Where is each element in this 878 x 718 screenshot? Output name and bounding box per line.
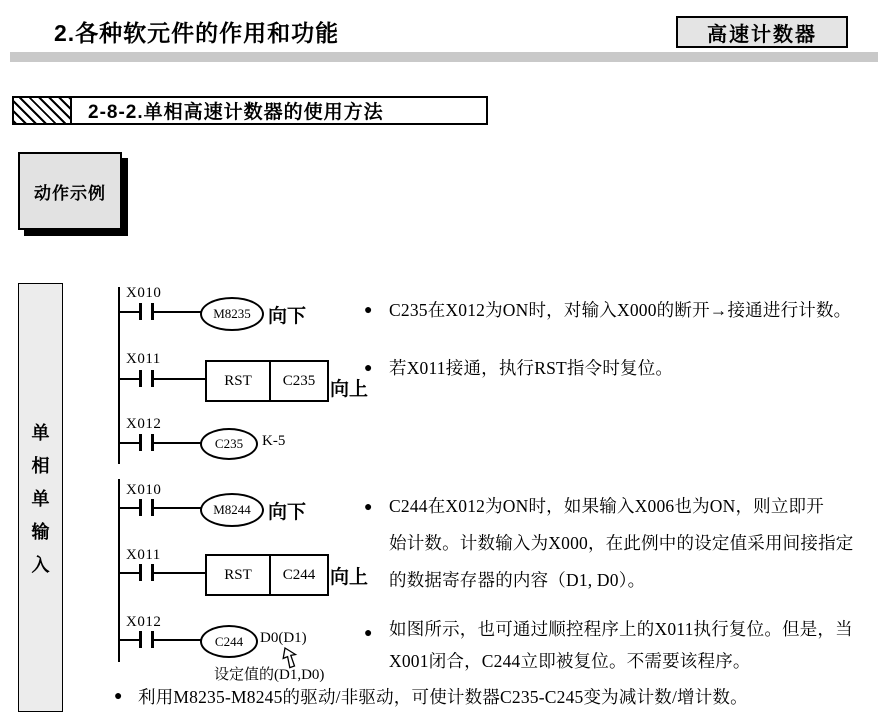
rung-wire [118,639,141,641]
rung-wire [118,572,141,574]
sidebar-char: 输 [31,521,50,542]
header-divider-bar [10,52,878,62]
instruction-box-rst-c235 [205,360,329,402]
contact-label: X010 [126,482,162,498]
note-4 [389,613,853,677]
contact-symbol [139,303,142,320]
setpoint-operand: K-5 [262,433,286,449]
rung-wire [154,572,206,574]
hatch-pattern-icon [14,98,72,123]
page-title: 2.各种软元件的作用和功能 [54,20,340,46]
rung-wire [154,442,202,444]
coil-m8244: M8244 [200,493,264,527]
contact-symbol [139,434,142,451]
note-3-line: 的数据寄存器的内容（D1, D0）。 [389,570,646,590]
section-title: 2-8-2.单相高速计数器的使用方法 [88,102,384,123]
note-4-line: X001闭合，C244立即被复位。不需要该程序。 [389,651,751,671]
rung-wire [118,311,141,313]
bullet-icon: ● [364,626,373,641]
direction-note: 向下 [268,306,307,327]
contact-label: X011 [126,351,161,367]
rung-wire [118,442,141,444]
contact-label: X012 [126,614,162,630]
coil-c235: C235 [200,428,258,460]
instruction-mnemonic: RST [224,566,252,583]
direction-note: 向上 [330,379,369,400]
topic-badge: 高速计数器 [676,16,848,48]
coil-c244: C244 [200,625,258,658]
section-header [12,96,488,125]
rung-wire [154,378,206,380]
instruction-operand: C244 [269,556,327,594]
sidebar-char: 相 [31,455,50,476]
rung-wire [154,311,202,313]
power-rail [118,287,120,464]
note-2: 若X011接通，执行RST指令时复位。 [389,358,674,378]
instruction-operand: C235 [269,362,327,400]
rung-wire [154,639,202,641]
note-4-line: 如图所示，也可通过顺控程序上的X011执行复位。但是，当 [389,619,853,639]
direction-note: 向下 [268,502,307,523]
contact-label: X011 [126,547,161,563]
bullet-icon: ● [364,500,373,515]
setpoint-operand: D0(D1) [260,630,307,646]
contact-symbol [139,564,142,581]
instruction-mnemonic: RST [224,372,252,389]
sidebar-char: 单 [31,422,50,443]
bullet-icon: ● [114,689,123,704]
rung-wire [118,378,141,380]
bullet-icon: ● [364,361,373,376]
contact-symbol [139,631,142,648]
action-example-button: 动作示例 [18,152,122,230]
contact-symbol [139,499,142,516]
contact-label: X010 [126,285,162,301]
setpoint-callout: 设定值的(D1,D0) [214,667,325,683]
sidebar-char: 单 [31,488,50,509]
note-5: 利用M8235-M8245的驱动/非驱动，可使计数器C235-C245变为减计数/增计数。 [138,687,748,707]
contact-symbol [139,370,142,387]
rung-wire [118,507,141,509]
coil-m8235: M8235 [200,297,264,331]
sidebar-tab-single-phase [18,283,63,712]
bullet-icon: ● [364,303,373,318]
note-1: C235在X012为ON时，对输入X000的断开→接通进行计数。 [389,300,852,320]
sidebar-char: 入 [31,554,50,575]
note-3-line: 始计数。计数输入为X000，在此例中的设定值采用间接指定 [389,533,854,553]
direction-note: 向上 [330,567,369,588]
note-3 [389,488,854,599]
instruction-box-rst-c244 [205,554,329,596]
contact-label: X012 [126,416,162,432]
note-3-line: C244在X012为ON时，如果输入X006也为ON，则立即开 [389,496,824,516]
rung-wire [154,507,202,509]
